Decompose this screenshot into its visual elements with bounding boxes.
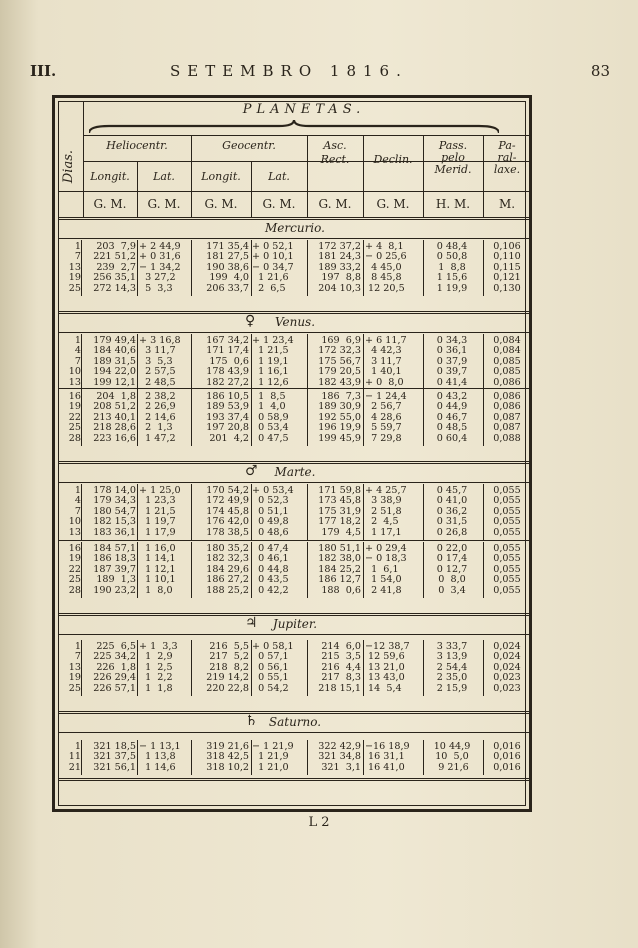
data-column-par: 0,016 0,016 0,016	[493, 741, 521, 773]
column-divider	[191, 390, 192, 446]
column-divider	[483, 542, 484, 598]
dias-header	[59, 102, 84, 217]
data-column-decl: − 1 24,4 2 56,7 4 28,6 5 59,7 7 29,8	[365, 391, 407, 444]
column-divider	[191, 334, 192, 390]
data-column-hlong: 179 49,4 184 40,6 189 31,5 194 22,0 199 12,1	[93, 335, 136, 388]
helio-lat-label: Lat.	[153, 170, 175, 183]
block-rule	[59, 388, 531, 389]
geo-lat-label: Lat.	[268, 170, 290, 183]
section-rule	[59, 711, 531, 714]
planet-symbol-icon: ♂	[245, 463, 258, 479]
column-divider	[483, 240, 484, 296]
data-column-pass: 0 48,4 0 50,8 1 8,8 1 15,6 1 19,9	[436, 241, 468, 294]
data-column-par: 0,055 0,055 0,055 0,055 0,055	[493, 543, 521, 596]
data-column-hlong: 204 1,8 208 51,2 213 40,1 218 28,6 223 16,6	[93, 391, 136, 444]
column-divider	[307, 740, 308, 775]
data-column-glong: 171 35,4 181 27,5 190 38,6 199 4,0 206 33,7	[206, 241, 249, 294]
column-divider	[363, 542, 364, 598]
data-column-asc: 172 37,2 181 24,3 189 33,2 197 8,8 204 10,3	[318, 241, 361, 294]
data-column-hlat: 2 38,2 2 26,9 2 14,6 2 1,3 1 47,2	[145, 391, 176, 444]
column-divider	[363, 334, 364, 390]
column-divider	[251, 390, 252, 446]
unit-label: G. M.	[147, 197, 181, 211]
data-column-days: 16 19 22 25 28	[68, 391, 81, 444]
column-divider	[423, 334, 424, 390]
data-column-decl: −12 38,7 12 59,6 13 21,0 13 43,0 14 5,4	[365, 641, 410, 694]
section-title: Marte.	[274, 465, 316, 479]
data-column-asc: 214 6,0 215 3,5 216 4,4 217 8,3 218 15,1	[318, 641, 361, 694]
section-title: Jupiter.	[272, 617, 318, 631]
page-header	[30, 62, 610, 86]
data-column-pass: 3 33,7 3 13,9 2 54,4 2 35,0 2 15,9	[436, 641, 468, 694]
planet-symbol-icon: ♃	[245, 615, 258, 631]
data-column-glat: + 0 53,4 0 52,3 0 51,1 0 49,8 0 48,6	[252, 485, 294, 538]
data-column-hlong: 178 14,0 179 34,3 180 54,7 182 15,3 183 36,1	[93, 485, 136, 538]
column-divider	[363, 390, 364, 446]
column-divider	[363, 484, 364, 540]
column-divider	[423, 542, 424, 598]
data-column-par: 0,024 0,024 0,024 0,023 0,023	[493, 641, 521, 694]
column-divider	[307, 240, 308, 296]
signature-mark: L 2	[308, 815, 330, 830]
data-column-glong: 186 10,5 189 53,9 193 37,4 197 20,8 201 4,2	[206, 391, 249, 444]
data-column-hlat: 1 16,0 1 14,1 1 12,1 1 10,1 1 8,0	[145, 543, 176, 596]
column-divider	[137, 542, 138, 598]
data-column-decl: + 6 11,7 4 42,3 3 11,7 1 40,1 + 0 8,0	[365, 335, 407, 388]
data-column-par: 0,106 0,110 0,115 0,121 0,130	[493, 241, 521, 294]
data-column-pass: 10 44,9 10 5,0 9 21,6	[433, 741, 471, 773]
data-column-hlat: + 3 16,8 3 11,7 3 5,3 2 57,5 2 48,5	[139, 335, 181, 388]
paralaxe-label-1: Pa-	[498, 139, 516, 152]
column-divider	[81, 334, 82, 390]
column-divider	[307, 334, 308, 390]
geo-longit-label: Longit.	[201, 170, 241, 183]
column-divider	[423, 484, 424, 540]
section-title: Mercurio.	[265, 221, 325, 235]
section-number: III.	[30, 62, 57, 80]
column-divider	[191, 740, 192, 775]
column-divider	[363, 240, 364, 296]
column-divider	[251, 240, 252, 296]
column-divider	[137, 640, 138, 696]
data-column-glong: 216 5,5 217 5,2 218 8,2 219 14,2 220 22,8	[206, 641, 249, 694]
column-divider	[251, 334, 252, 390]
column-divider	[137, 740, 138, 775]
column-divider	[137, 390, 138, 446]
section-rule	[59, 311, 531, 314]
unit-label: M.	[498, 197, 516, 211]
column-divider	[363, 640, 364, 696]
data-column-asc: 169 6,9 172 32,3 175 56,7 179 20,5 182 43,9	[318, 335, 361, 388]
data-column-glat: 1 8,5 1 4,0 0 58,9 0 53,4 0 47,5	[258, 391, 289, 444]
data-column-asc: 186 7,3 189 30,9 192 55,0 196 19,9 199 45,9	[318, 391, 361, 444]
column-divider	[137, 334, 138, 390]
section-rule	[59, 613, 531, 616]
section-rule	[59, 732, 531, 733]
data-column-glong: 180 35,2 182 32,3 184 29,6 186 27,2 188 25,2	[206, 543, 249, 596]
data-column-hlat: + 1 25,0 1 23,3 1 21,5 1 19,7 1 17,9	[139, 485, 181, 538]
column-divider	[81, 740, 82, 775]
data-column-days: 1 4 7 10 13	[68, 485, 81, 538]
paralaxe-label-3: laxe.	[493, 163, 521, 176]
unit-label: G. M.	[204, 197, 238, 211]
data-column-days: 1 7 13 19 25	[68, 641, 81, 694]
data-column-hlong: 225 6,5 225 34,2 226 1,8 226 29,4 226 57,1	[93, 641, 136, 694]
merid-label: Merid.	[434, 163, 472, 176]
data-column-glong: 319 21,6 318 42,5 318 10,2	[206, 741, 249, 773]
column-divider	[81, 542, 82, 598]
dias-label: Dias.	[61, 150, 76, 184]
page-number: 83	[590, 62, 610, 80]
column-divider	[81, 240, 82, 296]
column-divider	[307, 484, 308, 540]
month-year-title: SETEMBRO 1816.	[170, 62, 408, 80]
data-column-decl: + 0 29,4 − 0 18,3 1 6,1 1 54,0 2 41,8	[365, 543, 407, 596]
column-divider	[137, 484, 138, 540]
section-title: Venus.	[274, 315, 316, 329]
column-divider	[423, 390, 424, 446]
column-divider	[191, 484, 192, 540]
column-divider	[251, 484, 252, 540]
data-column-asc: 322 42,9 321 34,8 321 3,1	[318, 741, 361, 773]
data-column-decl: −16 18,9 16 31,1 16 41,0	[365, 741, 410, 773]
data-column-asc: 171 59,8 173 45,8 175 31,9 177 18,2 179 4,5	[318, 485, 361, 538]
data-column-par: 0,086 0,086 0,087 0,087 0,088	[493, 391, 521, 444]
data-column-decl: + 4 25,7 3 38,9 2 51,8 2 4,5 1 17,1	[365, 485, 407, 538]
unit-label: G. M.	[318, 197, 352, 211]
column-divider	[363, 740, 364, 775]
unit-label: G. M.	[93, 197, 127, 211]
column-divider	[307, 390, 308, 446]
data-column-hlong: 321 18,5 321 37,5 321 56,1	[93, 741, 136, 773]
column-divider	[483, 640, 484, 696]
data-column-par: 0,084 0,084 0,085 0,085 0,086	[493, 335, 521, 388]
pelo-label: pelo	[441, 151, 465, 164]
planet-symbol-icon: ♄	[245, 713, 258, 729]
paralaxe-label-2: ral-	[497, 151, 517, 164]
data-column-pass: 0 43,2 0 44,9 0 46,7 0 48,5 0 60,4	[436, 391, 468, 444]
geocentr-label: Geocentr.	[222, 139, 276, 152]
column-divider	[251, 640, 252, 696]
data-column-glong: 167 34,2 171 17,4 175 0,6 178 43,9 182 27,2	[206, 335, 249, 388]
ephemeris-table	[52, 95, 532, 812]
data-column-hlong: 184 57,1 186 18,3 187 39,7 189 1,3 190 23,2	[93, 543, 136, 596]
data-column-days: 1 7 13 19 25	[68, 241, 81, 294]
rect-label: Rect.	[320, 153, 350, 166]
data-column-glat: 0 47,4 0 46,1 0 44,8 0 43,5 0 42,2	[258, 543, 289, 596]
unit-label: G. M.	[376, 197, 410, 211]
section-rule	[59, 634, 531, 635]
data-column-glong: 170 54,2 172 49,9 174 45,8 176 42,0 178 38,5	[206, 485, 249, 538]
column-divider	[423, 740, 424, 775]
column-divider	[137, 240, 138, 296]
heliocentr-label: Heliocentr.	[106, 139, 168, 152]
asc-label: Asc.	[323, 139, 347, 152]
unit-label: H. M.	[435, 197, 471, 211]
column-divider	[307, 640, 308, 696]
data-column-decl: + 4 8,1 − 0 25,6 4 45,0 8 45,8 12 20,5	[365, 241, 407, 294]
column-divider	[483, 484, 484, 540]
unit-label: G. M.	[262, 197, 296, 211]
column-divider	[423, 240, 424, 296]
column-divider	[81, 640, 82, 696]
column-divider	[191, 542, 192, 598]
table-bottom-rule	[59, 778, 531, 781]
column-divider	[483, 740, 484, 775]
data-column-glat: − 1 21,9 1 21,9 1 21,0	[252, 741, 294, 773]
column-divider	[191, 640, 192, 696]
section-rule	[59, 238, 531, 239]
pass-label: Pass.	[438, 139, 468, 152]
data-column-asc: 180 51,1 182 38,0 184 25,2 186 12,7 188 0,6	[318, 543, 361, 596]
section-rule	[59, 217, 531, 220]
section-title: Saturno.	[268, 715, 322, 729]
section-rule	[59, 482, 531, 483]
data-column-glat: + 0 52,1 + 0 10,1 − 0 34,7 1 21,6 2 6,5	[252, 241, 294, 294]
column-divider	[483, 390, 484, 446]
data-column-days: 1 4 7 10 13	[68, 335, 81, 388]
data-column-glat: + 1 23,4 1 21,5 1 19,1 1 16,1 1 12,6	[252, 335, 294, 388]
declin-label: Declin.	[373, 153, 413, 166]
column-divider	[483, 334, 484, 390]
section-rule	[59, 461, 531, 464]
data-column-hlong: 203 7,9 221 51,2 239 2,7 256 35,1 272 14,3	[93, 241, 136, 294]
data-column-hlat: − 1 13,1 1 13,8 1 14,6	[139, 741, 181, 773]
block-rule	[59, 540, 531, 541]
data-column-pass: 0 45,7 0 41,0 0 36,2 0 31,5 0 26,8	[436, 485, 468, 538]
column-divider	[251, 542, 252, 598]
planetas-title: PLANETAS.	[242, 102, 366, 117]
column-divider	[81, 390, 82, 446]
data-column-days: 16 19 22 25 28	[68, 543, 81, 596]
helio-longit-label: Longit.	[90, 170, 130, 183]
data-column-days: 1 11 21	[68, 741, 81, 773]
section-rule	[59, 332, 531, 333]
planet-symbol-icon: ♀	[245, 313, 256, 329]
data-column-par: 0,055 0,055 0,055 0,055 0,055	[493, 485, 521, 538]
data-column-glat: + 0 58,1 0 57,1 0 56,1 0 55,1 0 54,2	[252, 641, 294, 694]
column-divider	[251, 740, 252, 775]
data-column-pass: 0 22,0 0 17,4 0 12,7 0 8,0 0 3,4	[436, 543, 468, 596]
data-column-hlat: + 1 3,3 1 2,9 1 2,5 1 2,2 1 1,8	[139, 641, 178, 694]
column-divider	[307, 542, 308, 598]
column-divider	[423, 640, 424, 696]
table-inner	[58, 101, 526, 806]
column-divider	[191, 240, 192, 296]
data-column-pass: 0 34,3 0 36,1 0 37,9 0 39,7 0 41,4	[436, 335, 468, 388]
data-column-hlat: + 2 44,9 + 0 31,6 − 1 34,2 3 27,2 5 3,3	[139, 241, 181, 294]
column-divider	[81, 484, 82, 540]
header-rule	[59, 191, 531, 192]
brace-ornament	[89, 120, 499, 134]
